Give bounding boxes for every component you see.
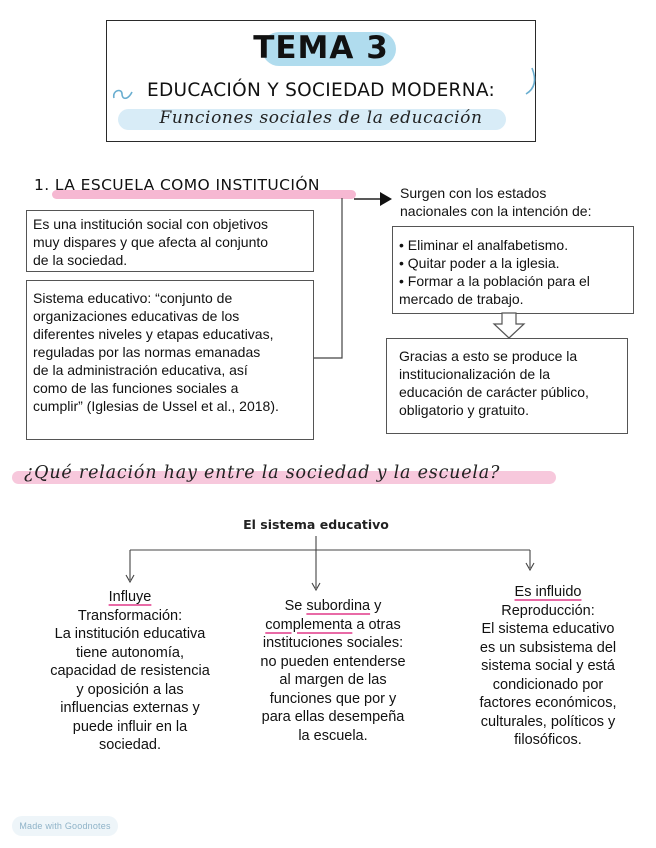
- definition-box: [26, 210, 314, 272]
- branch-line: para ellas desempeña: [261, 709, 405, 725]
- quote-line: reguladas por las normas emanadas: [33, 344, 261, 360]
- definition-line: Es una institución social con objetivos: [33, 216, 269, 232]
- main-title: EDUCACIÓN Y SOCIEDAD MODERNA:: [146, 80, 496, 101]
- quote-line: organizaciones educativas de los: [33, 308, 240, 324]
- branch-line: influencias externas y: [60, 700, 200, 716]
- tree-left-branch: [38, 588, 222, 755]
- surgen-line: nacionales con la intención de:: [400, 203, 592, 219]
- quote-line: diferentes niveles y etapas educativas,: [33, 326, 274, 342]
- connector-line: [312, 196, 346, 360]
- keyword-subordina: subordina: [306, 598, 371, 614]
- gracias-line: institucionalización de la: [399, 366, 550, 382]
- middle-text: Se: [284, 598, 307, 614]
- tree-middle-branch: [238, 597, 428, 745]
- branch-line: capacidad de resistencia: [50, 663, 210, 679]
- bullet-item: mercado de trabajo.: [399, 291, 524, 307]
- middle-text: a otras: [352, 616, 401, 633]
- branch-line: culturales, políticos y: [480, 713, 616, 730]
- tree-root: El sistema educativo: [243, 517, 389, 532]
- keyword-influye: Influye: [108, 589, 152, 605]
- gracias-line: Gracias a esto se produce la: [399, 348, 578, 364]
- bullet-item: • Eliminar el analfabetismo.: [399, 237, 569, 253]
- quote-line: Sistema educativo: “conjunto de: [33, 290, 233, 306]
- definition-line: de la sociedad.: [33, 252, 128, 268]
- section-heading: 1. LA ESCUELA COMO INSTITUCIÓN: [34, 176, 320, 194]
- sistema-quote-box: [26, 280, 314, 440]
- bullet-item: • Quitar poder a la iglesia.: [399, 255, 560, 271]
- tree-right-branch: [454, 583, 642, 750]
- branch-line: factores económicos,: [479, 695, 617, 711]
- branch-line: y oposición a las: [76, 681, 184, 698]
- arrow-right-icon: [352, 188, 396, 210]
- branch-label: Reproducción:: [501, 602, 595, 619]
- quote-line: como de las funciones sociales a: [33, 380, 239, 396]
- branch-line: instituciones sociales:: [262, 635, 404, 651]
- branch-line: es un subsistema del: [479, 639, 617, 656]
- branch-line: La institución educativa: [54, 626, 206, 642]
- branch-line: sociedad.: [98, 737, 162, 753]
- branch-line: puede influir en la: [72, 718, 188, 735]
- definition-line: muy dispares y que afecta al conjunto: [33, 234, 269, 250]
- branch-line: tiene autonomía,: [75, 644, 185, 661]
- subtitle: Funciones sociales de la educación: [159, 108, 483, 128]
- branch-line: El sistema educativo: [481, 621, 615, 637]
- gracias-box: [386, 338, 628, 434]
- branch-line: funciones que por y: [269, 690, 397, 707]
- tema-heading: TEMA 3: [253, 30, 389, 66]
- surgen-text: [400, 184, 591, 220]
- goodnotes-watermark: Made with Goodnotes: [12, 816, 118, 836]
- gracias-line: educación de carácter público,: [399, 384, 589, 400]
- branch-line: al margen de las: [279, 672, 387, 688]
- branch-line: no pueden entenderse: [260, 653, 406, 670]
- keyword-es-influido: Es influido: [514, 584, 582, 600]
- gracias-line: obligatorio y gratuito.: [399, 402, 529, 418]
- keyword-complementa: complementa: [265, 616, 353, 633]
- surgen-line: Surgen con los estados: [400, 185, 547, 201]
- branch-line: condicionado por: [492, 676, 604, 693]
- quote-line: cumplir” (Iglesias de Ussel et al., 2018).: [33, 398, 279, 414]
- branch-label: Transformación:: [77, 607, 183, 624]
- branch-line: sistema social y está: [481, 658, 615, 674]
- down-arrow-icon: [492, 312, 526, 340]
- question-heading: ¿Qué relación hay entre la sociedad y la escuela?: [24, 463, 501, 483]
- intentions-box: [392, 226, 634, 314]
- branch-line: filosóficos.: [514, 732, 582, 748]
- bullet-item: • Formar a la población para el: [399, 273, 590, 289]
- branch-line: la escuela.: [298, 727, 368, 744]
- quote-line: de la administración educativa, así: [33, 362, 248, 378]
- middle-text: y: [370, 598, 382, 614]
